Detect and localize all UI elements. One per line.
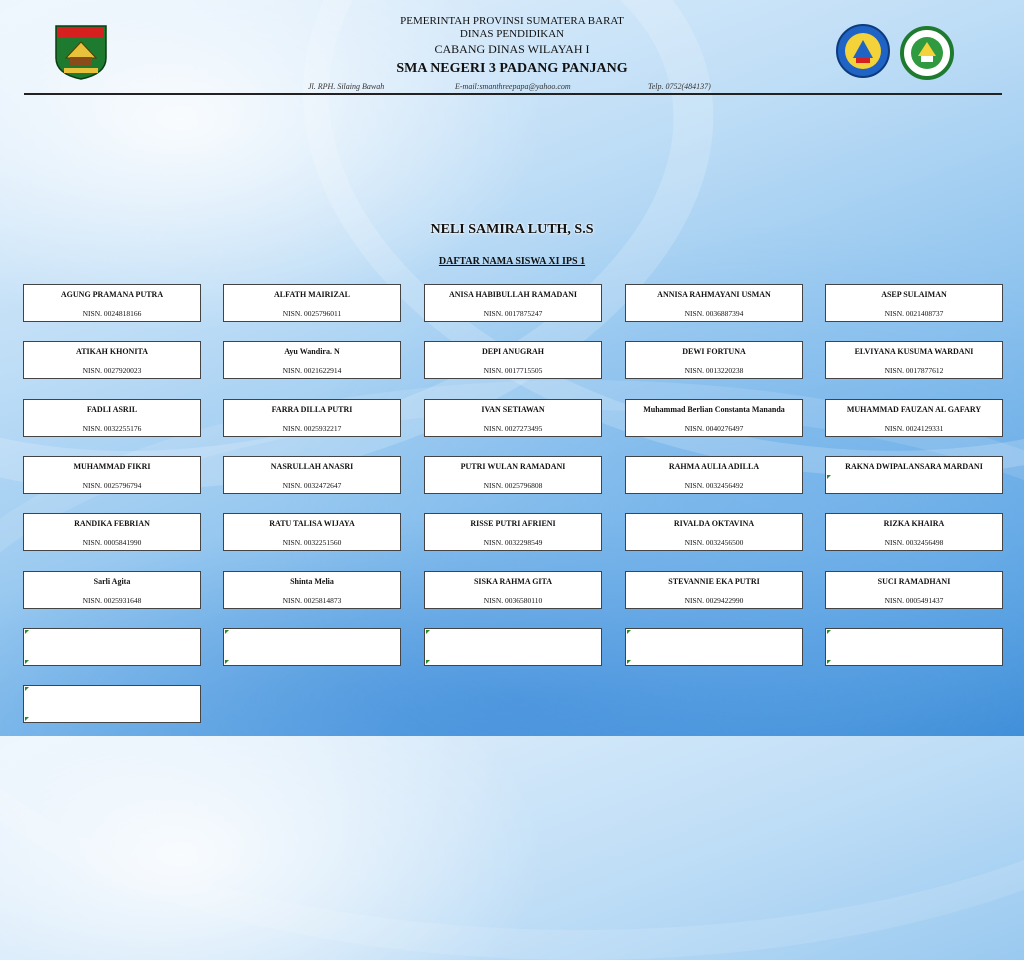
student-name: ELVIYANA KUSUMA WARDANI — [854, 347, 974, 356]
student-card — [625, 571, 803, 609]
student-name: MUHAMMAD FIKRI — [73, 462, 151, 471]
student-card — [424, 513, 602, 551]
student-card — [223, 341, 401, 379]
email-text: E-mail:smanthreepapa@yahoo.com — [455, 82, 571, 91]
student-card — [825, 628, 1003, 666]
student-nisn: NISN. 0025814873 — [282, 596, 342, 605]
cell-marker-icon — [225, 660, 229, 664]
student-card — [825, 399, 1003, 437]
phone-text: Telp. 0752(484137) — [648, 82, 711, 91]
school-name: SMA NEGERI 3 PADANG PANJANG — [396, 61, 628, 76]
student-nisn: NISN. 0032456500 — [684, 538, 744, 547]
student-card — [23, 399, 201, 437]
student-name: ANNISA RAHMAYANI USMAN — [657, 290, 771, 299]
student-card — [424, 341, 602, 379]
student-name: NASRULLAH ANASRI — [270, 462, 354, 471]
student-nisn: NISN. 0027273495 — [483, 424, 543, 433]
student-name: RIVALDA OKTAVINA — [673, 519, 755, 528]
cell-marker-icon — [426, 660, 430, 664]
student-nisn: NISN. 0029422990 — [684, 596, 744, 605]
address-text: Jl. RPH. Silaing Bawah — [308, 82, 385, 91]
student-name: RISSE PUTRI AFRIENI — [470, 519, 556, 528]
student-card — [23, 513, 201, 551]
student-card — [424, 571, 602, 609]
student-nisn: NISN. 0021622914 — [282, 366, 342, 375]
cell-marker-icon — [25, 660, 29, 664]
student-card — [223, 284, 401, 322]
student-nisn: NISN. 0032298549 — [483, 538, 543, 547]
student-card — [825, 341, 1003, 379]
student-name: FARRA DILLA PUTRI — [271, 405, 353, 414]
student-card — [223, 513, 401, 551]
student-nisn: NISN. 0040276497 — [684, 424, 744, 433]
student-name: PUTRI WULAN RAMADANI — [460, 462, 566, 471]
student-nisn: NISN. 0032251560 — [282, 538, 342, 547]
student-name: MUHAMMAD FAUZAN AL GAFARY — [846, 405, 982, 414]
cell-marker-icon — [25, 687, 29, 691]
student-nisn: NISN. 0036580110 — [483, 596, 543, 605]
student-name: FADLI ASRIL — [86, 405, 138, 414]
student-nisn: NISN. 0032456492 — [684, 481, 744, 490]
cell-marker-icon — [25, 630, 29, 634]
student-nisn: NISN. 0032456498 — [884, 538, 944, 547]
student-card — [625, 456, 803, 494]
cell-marker-icon — [827, 630, 831, 634]
office-line: DINAS PENDIDIKAN — [459, 28, 565, 40]
student-name: RANDIKA FEBRIAN — [74, 519, 150, 528]
student-card — [223, 456, 401, 494]
student-nisn: NISN. 0013220238 — [684, 366, 744, 375]
student-nisn: NISN. 0005491437 — [884, 596, 944, 605]
student-name: IVAN SETIAWAN — [481, 405, 545, 414]
student-card — [23, 456, 201, 494]
student-name: Sarli Agita — [93, 577, 131, 586]
student-name: SUCI RAMADHANI — [877, 577, 951, 586]
student-nisn: NISN. 0032255176 — [82, 424, 142, 433]
student-nisn: NISN. 0025932217 — [282, 424, 342, 433]
student-card — [223, 399, 401, 437]
student-nisn: NISN. 0021408737 — [884, 309, 944, 318]
student-name: RAKNA DWIPALANSARA MARDANI — [845, 462, 983, 471]
student-card — [23, 341, 201, 379]
student-card — [625, 628, 803, 666]
cell-marker-icon — [827, 475, 831, 479]
student-nisn: NISN. 0036887394 — [684, 309, 744, 318]
letterhead — [0, 0, 1024, 96]
student-name: ATIKAH KHONITA — [76, 347, 148, 356]
cell-marker-icon — [627, 660, 631, 664]
cell-marker-icon — [225, 630, 229, 634]
student-card — [424, 399, 602, 437]
student-nisn: NISN. 0017877612 — [884, 366, 944, 375]
student-name: DEPI ANUGRAH — [481, 347, 544, 356]
student-card — [825, 571, 1003, 609]
student-name: STEVANNIE EKA PUTRI — [668, 577, 760, 586]
student-name: ASEP SULAIMAN — [881, 290, 947, 299]
student-nisn: NISN. 0024129331 — [884, 424, 944, 433]
student-name: ALFATH MAIRIZAL — [274, 290, 350, 299]
gov-line: PEMERINTAH PROVINSI SUMATERA BARAT — [400, 15, 624, 27]
student-name: ANISA HABIBULLAH RAMADANI — [448, 290, 577, 299]
student-nisn: NISN. 0027920023 — [82, 366, 142, 375]
student-card — [625, 341, 803, 379]
cell-marker-icon — [25, 717, 29, 721]
student-card — [223, 571, 401, 609]
student-name: DEWI FORTUNA — [682, 347, 746, 356]
cell-marker-icon — [827, 660, 831, 664]
cell-marker-icon — [426, 630, 430, 634]
student-name: RIZKA KHAIRA — [883, 519, 945, 528]
student-card — [825, 513, 1003, 551]
student-card — [625, 399, 803, 437]
student-name: Ayu Wandira. N — [284, 347, 340, 356]
student-card — [825, 284, 1003, 322]
student-card — [223, 628, 401, 666]
student-card — [625, 284, 803, 322]
student-nisn: NISN. 0024818166 — [82, 309, 142, 318]
student-card — [23, 685, 201, 723]
student-name: RATU TALISA WIJAYA — [269, 519, 355, 528]
student-card — [23, 571, 201, 609]
student-nisn: NISN. 0025931648 — [82, 596, 142, 605]
student-nisn: NISN. 0005841990 — [82, 538, 142, 547]
student-card — [23, 284, 201, 322]
list-title: DAFTAR NAMA SISWA XI IPS 1 — [438, 256, 586, 267]
student-name: RAHMA AULIA ADILLA — [668, 462, 760, 471]
student-nisn: NISN. 0025796011 — [282, 309, 342, 318]
student-card — [424, 628, 602, 666]
branch-line: CABANG DINAS WILAYAH I — [434, 42, 590, 56]
student-name: Muhammad Berlian Constanta Mananda — [643, 405, 785, 414]
student-card — [424, 456, 602, 494]
cell-marker-icon — [627, 630, 631, 634]
student-name: SISKA RAHMA GITA — [473, 577, 553, 586]
student-nisn: NISN. 0032472647 — [282, 481, 342, 490]
teacher-name: NELI SAMIRA LUTH, S.S — [430, 222, 594, 237]
student-card — [625, 513, 803, 551]
student-nisn: NISN. 0025796794 — [82, 481, 142, 490]
student-nisn: NISN. 0017715505 — [483, 366, 543, 375]
student-card — [825, 456, 1003, 494]
student-nisn: NISN. 0017875247 — [483, 309, 543, 318]
student-name: Shinta Melia — [290, 577, 334, 586]
student-card — [424, 284, 602, 322]
header-divider — [24, 93, 1002, 95]
student-card — [23, 628, 201, 666]
student-name: AGUNG PRAMANA PUTRA — [60, 290, 164, 299]
student-nisn: NISN. 0025796808 — [483, 481, 543, 490]
